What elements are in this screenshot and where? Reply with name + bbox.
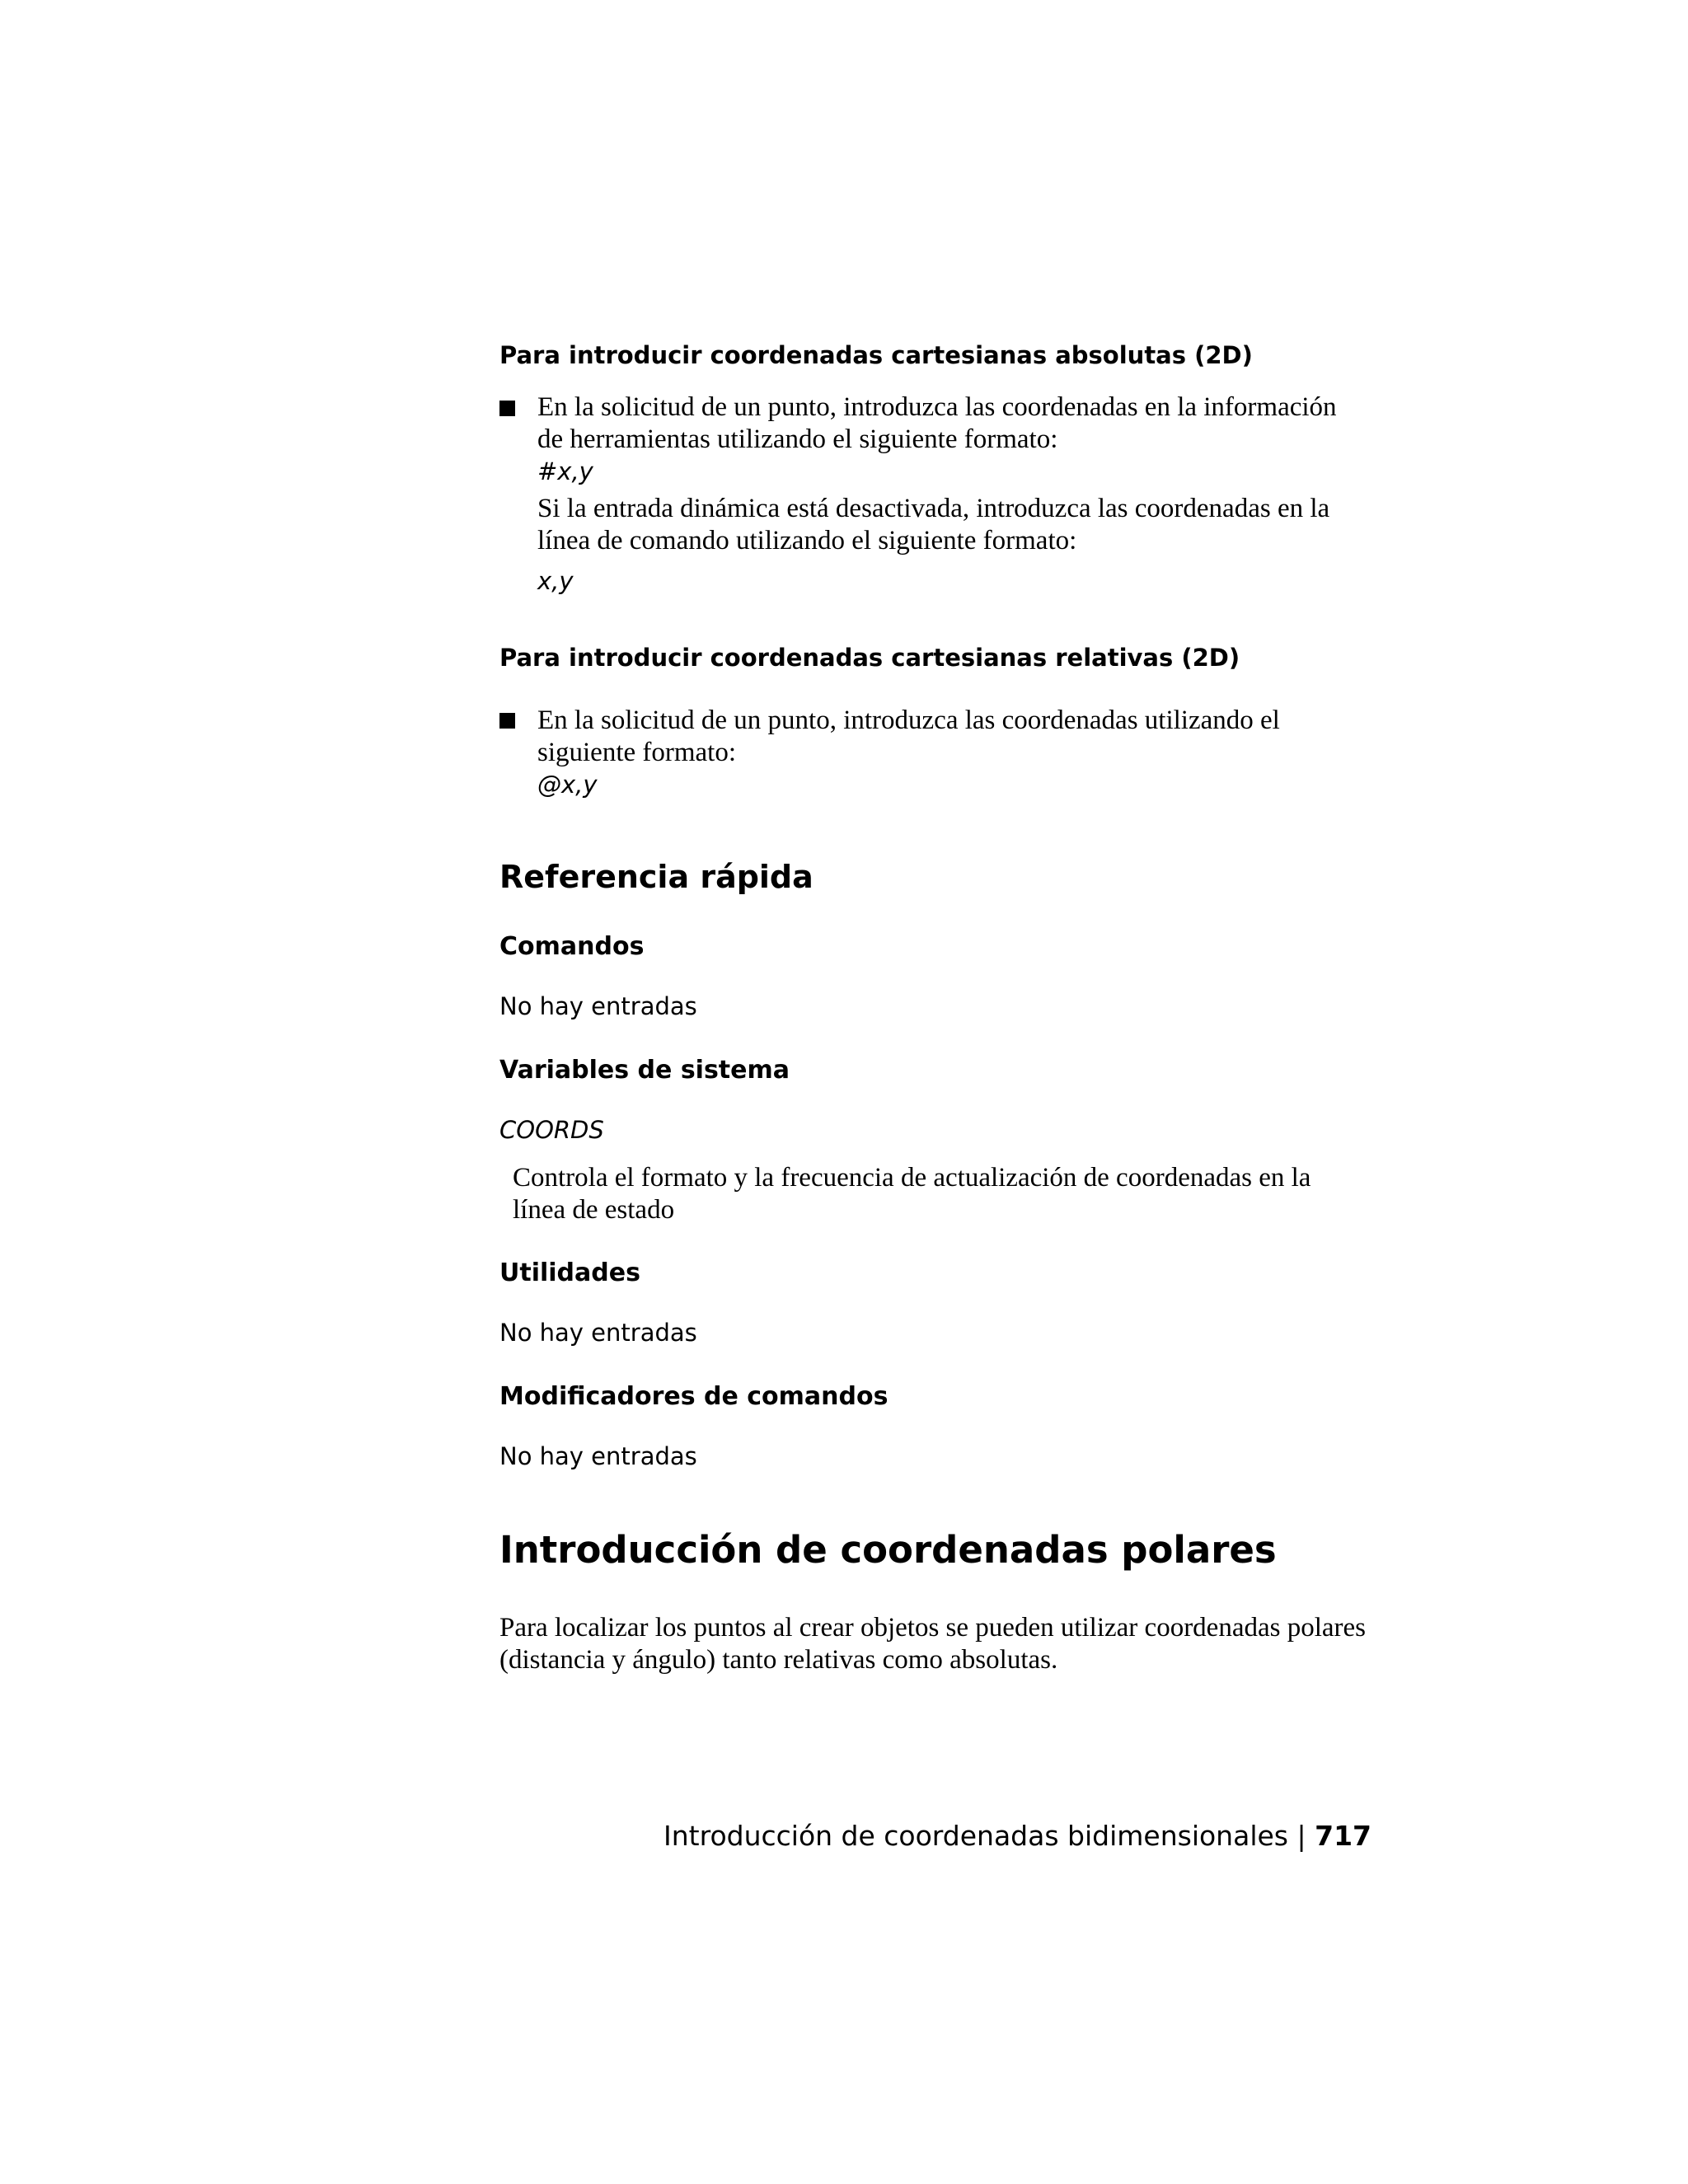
- system-variable-description-line: Controla el formato y la frecuencia de actualización de coordenadas en la: [513, 1163, 1311, 1193]
- procedure-title-absolute: Para introducir coordenadas cartesianas absolutas (2D): [499, 341, 1253, 369]
- polar-paragraph-line: (distancia y ángulo) tanto relativas como absolutas.: [499, 1645, 1058, 1675]
- format-relative: @x,y: [537, 771, 598, 799]
- polar-paragraph-line: Para localizar los puntos al crear objetos se pueden utilizar coordenadas polares: [499, 1613, 1367, 1643]
- procedure-title-relative: Para introducir coordenadas cartesianas relativas (2D): [499, 644, 1240, 672]
- bullet-text-line: En la solicitud de un punto, introduzca las coordenadas en la información: [537, 392, 1337, 422]
- commands-value: No hay entradas: [499, 992, 697, 1020]
- utilities-value: No hay entradas: [499, 1319, 697, 1347]
- page-number: 717: [1315, 1820, 1372, 1852]
- bullet-marker: [499, 713, 515, 729]
- page-footer: [663, 1820, 1372, 1853]
- footer-separator: |: [1296, 1820, 1306, 1852]
- system-variable-description-line: línea de estado: [513, 1195, 675, 1225]
- footer-chapter-title: Introducción de coordenadas bidimensionales: [663, 1820, 1288, 1852]
- note-text-line: Si la entrada dinámica está desactivada, introduzca las coordenadas en la: [537, 494, 1330, 523]
- system-variable-name: COORDS: [499, 1116, 604, 1144]
- bullet-text-line: de herramientas utilizando el siguiente formato:: [537, 424, 1058, 454]
- command-modifiers-value: No hay entradas: [499, 1442, 697, 1470]
- bullet-text-line: siguiente formato:: [537, 738, 737, 767]
- bullet-text-line: En la solicitud de un punto, introduzca las coordenadas utilizando el: [537, 705, 1280, 735]
- system-variables-heading: Variables de sistema: [499, 1056, 790, 1085]
- note-text-line: línea de comando utilizando el siguiente formato:: [537, 526, 1077, 555]
- quick-reference-heading: Referencia rápida: [499, 859, 814, 895]
- polar-coordinates-heading: Introducción de coordenadas polares: [499, 1528, 1277, 1572]
- utilities-heading: Utilidades: [499, 1258, 640, 1287]
- commands-heading: Comandos: [499, 932, 645, 961]
- bullet-marker: [499, 401, 515, 416]
- format-dynamic-input: #x,y: [537, 457, 593, 485]
- format-command-line: x,y: [537, 567, 574, 595]
- command-modifiers-heading: Modificadores de comandos: [499, 1382, 889, 1411]
